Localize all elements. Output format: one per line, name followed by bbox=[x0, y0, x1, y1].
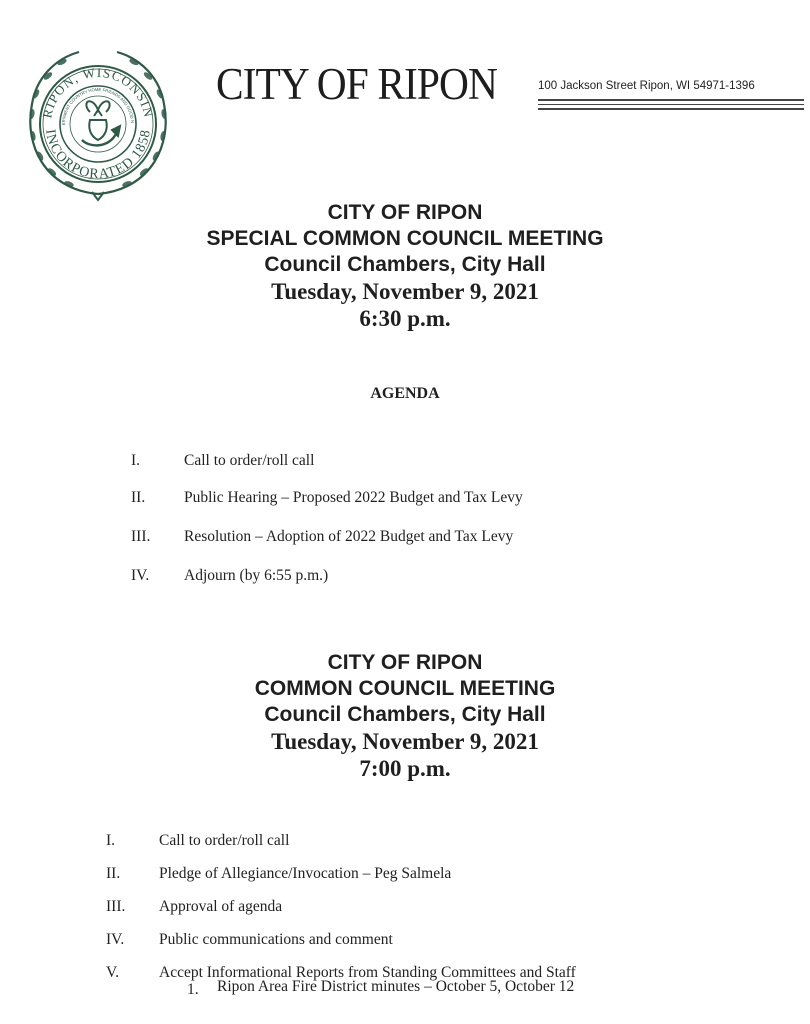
agenda-item-text: Adjourn (by 6:55 p.m.) bbox=[184, 567, 329, 584]
agenda-item-number: I. bbox=[131, 452, 141, 469]
meeting-date: Tuesday, November 9, 2021 bbox=[271, 279, 539, 304]
seal-bottom-text: INCORPORATED 1858 bbox=[42, 128, 154, 183]
letterhead-title: CITY OF RIPON bbox=[216, 59, 497, 109]
agenda-item-number: III. bbox=[106, 898, 126, 915]
agenda-item-text: Approval of agenda bbox=[159, 898, 283, 915]
agenda-item-number: IV. bbox=[131, 567, 150, 584]
seal-inner-text: ERNMENT COUNTRY HOME FRIENDS AND GOOD N bbox=[60, 86, 136, 126]
agenda-item-text: Public Hearing – Proposed 2022 Budget and Tax Levy bbox=[184, 489, 523, 506]
divider bbox=[538, 108, 804, 110]
city-seal-logo bbox=[24, 44, 172, 202]
meeting-org: CITY OF RIPON bbox=[327, 651, 483, 674]
agenda-item-number: V. bbox=[106, 964, 120, 981]
meeting-time: 6:30 p.m. bbox=[359, 306, 451, 331]
bell-horn-icon bbox=[82, 101, 120, 145]
agenda-item-number: III. bbox=[131, 528, 151, 545]
agenda-subitem-number: 1. bbox=[187, 981, 199, 998]
letterhead-rules bbox=[538, 99, 804, 113]
agenda-item-number: IV. bbox=[106, 931, 125, 948]
agenda-item-text: Resolution – Adoption of 2022 Budget and Tax Levy bbox=[184, 528, 514, 545]
meeting-location: Council Chambers, City Hall bbox=[264, 253, 546, 276]
agenda-item-number: II. bbox=[106, 865, 121, 882]
agenda-item-text: Accept Informational Reports from Standing Committees and Staff bbox=[159, 964, 576, 981]
agenda-item-number: II. bbox=[131, 489, 146, 506]
special-meeting-header bbox=[0, 200, 810, 332]
letterhead-address: 100 Jackson Street Ripon, WI 54971-1396 bbox=[538, 80, 755, 92]
agenda-heading: AGENDA bbox=[370, 385, 440, 402]
regular-meeting-header bbox=[0, 650, 810, 782]
meeting-name: SPECIAL COMMON COUNCIL MEETING bbox=[206, 227, 604, 250]
agenda-item-text: Pledge of Allegiance/Invocation – Peg Salmela bbox=[159, 865, 452, 882]
agenda-item-text: Public communications and comment bbox=[159, 931, 393, 948]
agenda-item-text: Call to order/roll call bbox=[184, 452, 315, 469]
seal-outer-text: RIPON, WISCONSIN bbox=[39, 64, 157, 120]
meeting-location: Council Chambers, City Hall bbox=[264, 703, 546, 726]
agenda-item-number: I. bbox=[106, 832, 116, 849]
meeting-time: 7:00 p.m. bbox=[359, 756, 451, 781]
meeting-date: Tuesday, November 9, 2021 bbox=[271, 729, 539, 754]
divider bbox=[538, 104, 804, 106]
meeting-name: COMMON COUNCIL MEETING bbox=[254, 677, 556, 700]
meeting-org: CITY OF RIPON bbox=[327, 201, 483, 224]
agenda-subitem-text: Ripon Area Fire District minutes – October 5, October 12 bbox=[217, 978, 575, 995]
divider bbox=[538, 99, 804, 101]
agenda-item-text: Call to order/roll call bbox=[159, 832, 290, 849]
